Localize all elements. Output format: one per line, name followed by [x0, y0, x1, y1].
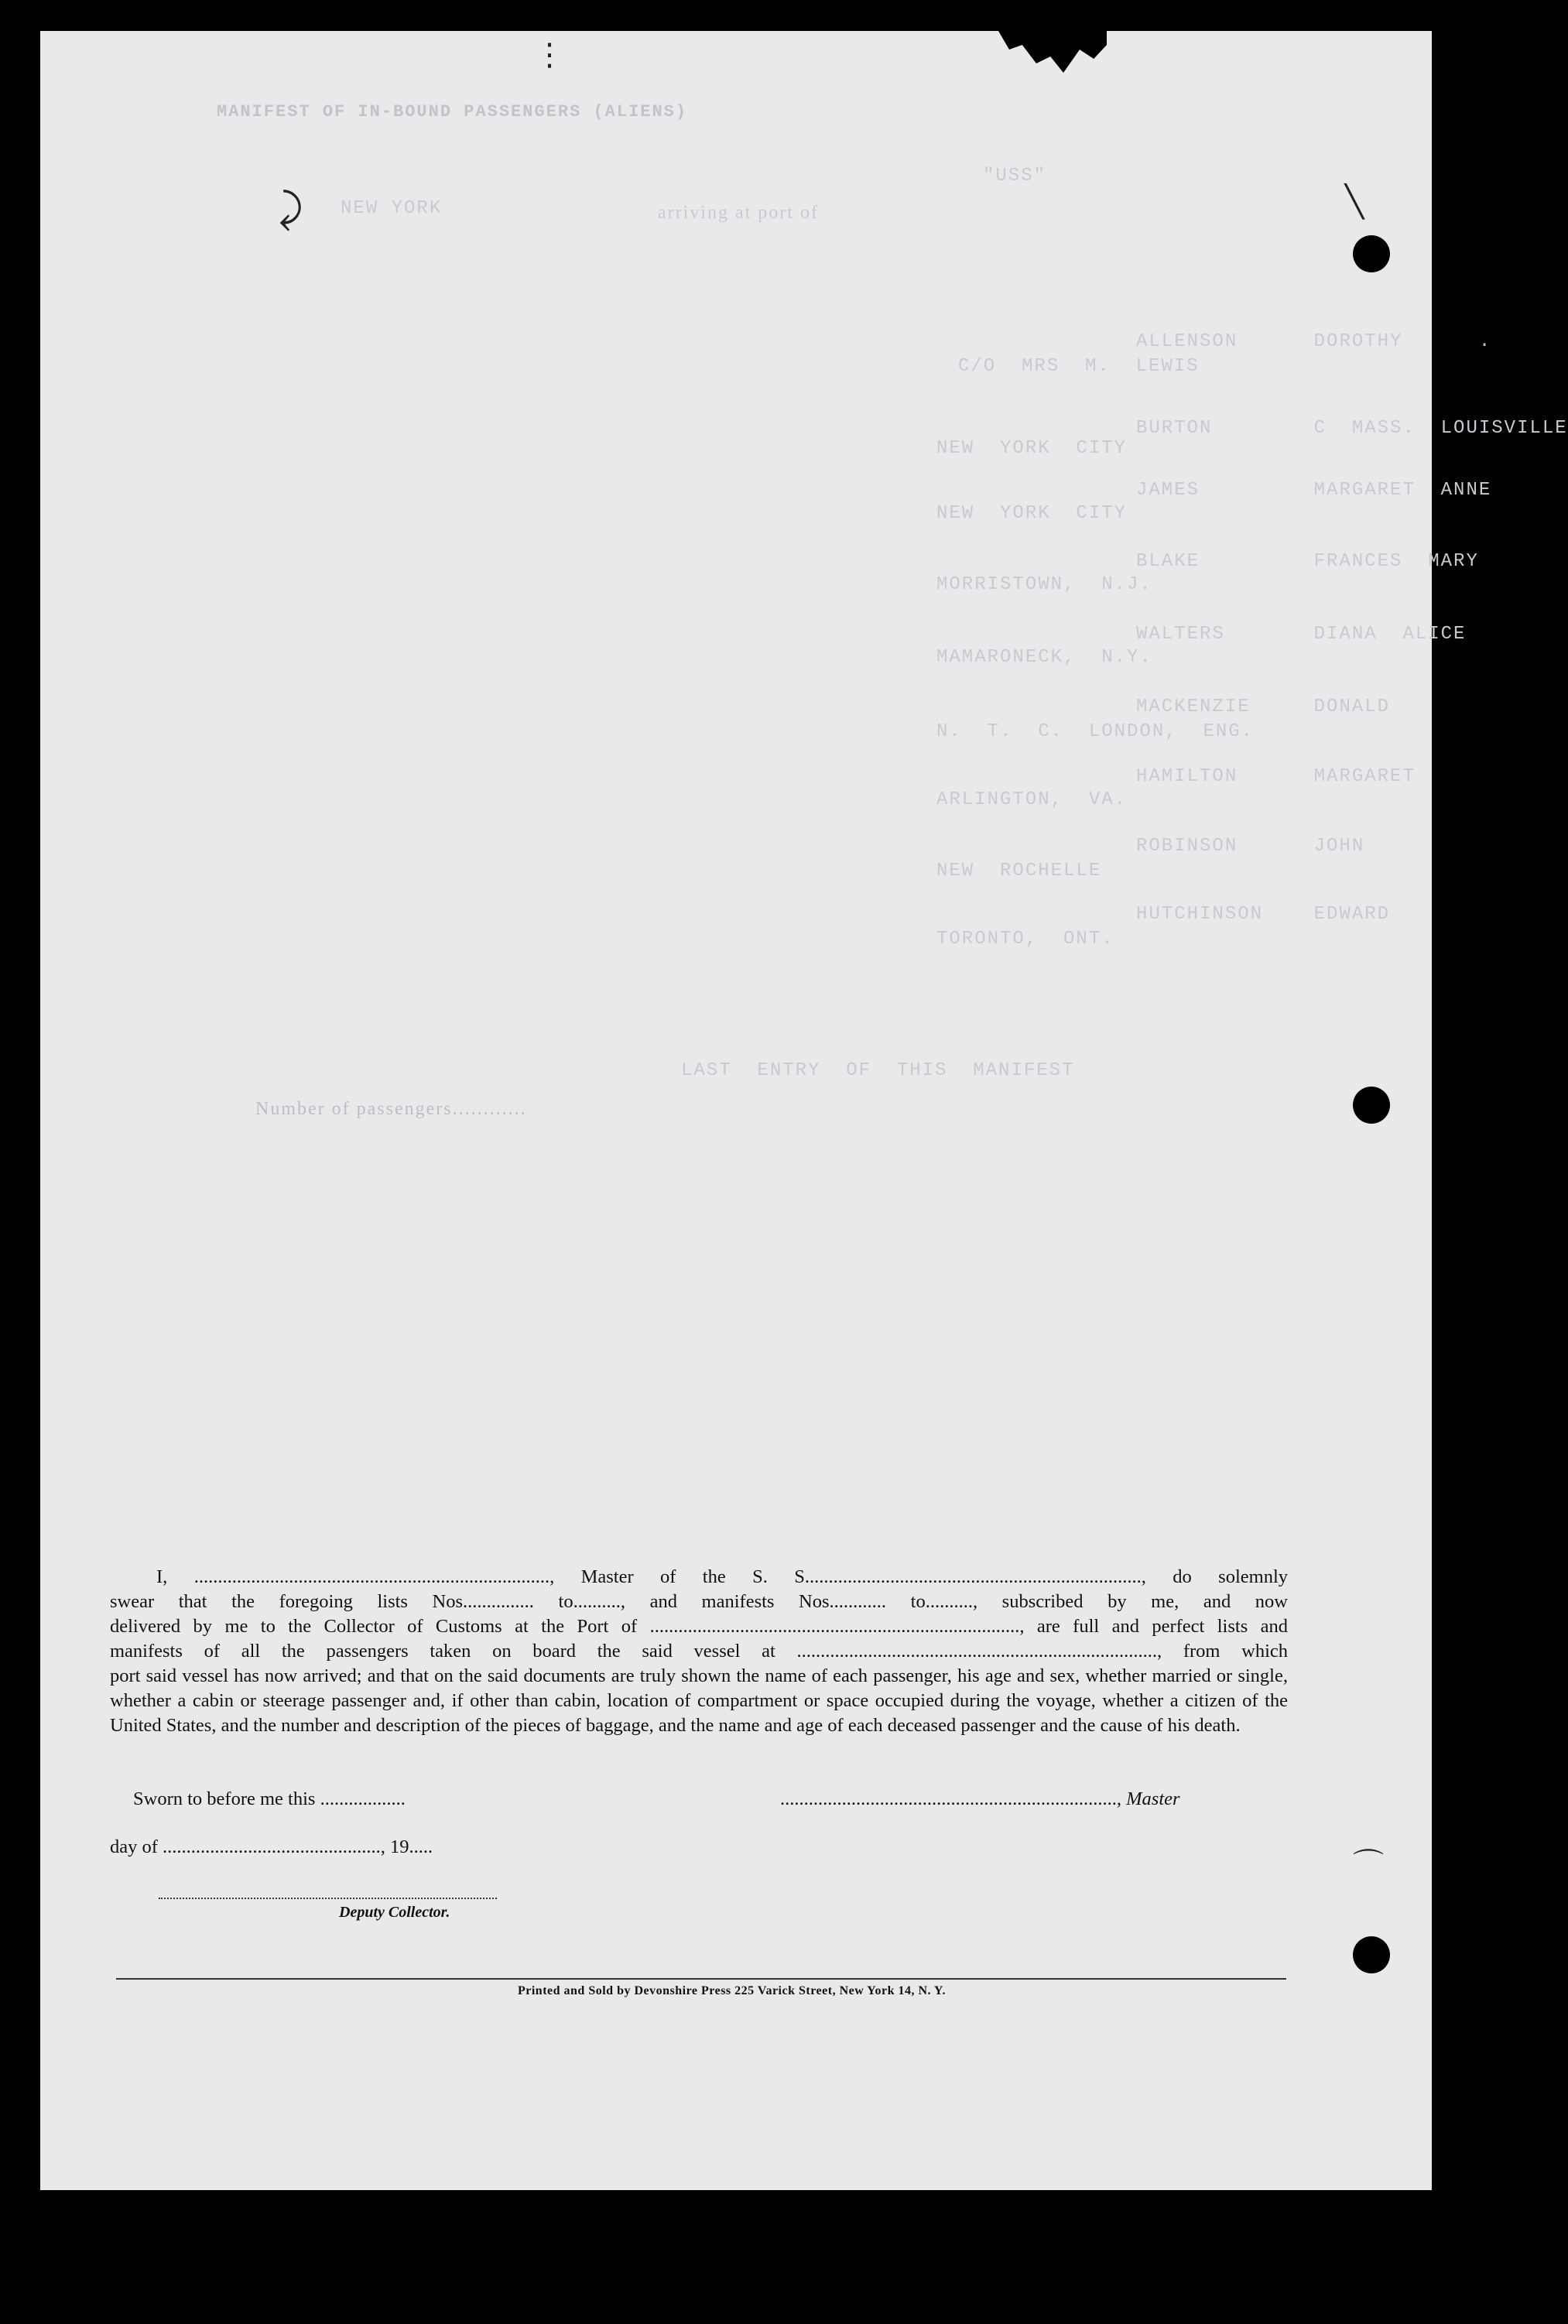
year-blank: ..... [409, 1836, 433, 1857]
punch-hole [1353, 1936, 1390, 1973]
manifests-from-blank: ........... [834, 1591, 887, 1612]
sworn-date-blank: .................. [320, 1788, 406, 1809]
faded-row: JAMES MARGARET ANNE [1136, 480, 1492, 501]
master-signature-row [780, 1788, 1180, 1810]
swear-lists-label: swear that the foregoing lists Nos. [110, 1591, 468, 1612]
punch-hole [1353, 235, 1390, 272]
lists-to-blank: .......... [573, 1591, 621, 1612]
faded-passenger-count: Number of passengers............ [255, 1099, 527, 1119]
punch-hole [1353, 1087, 1390, 1124]
faded-port: NEW YORK [341, 198, 443, 219]
footer-rule [116, 1978, 1286, 1980]
printer-imprint: Printed and Sold by Devonshire Press 225 Varick Street, New York 14, N. Y. [517, 1984, 947, 1997]
year-label: , 19 [380, 1836, 409, 1857]
deputy-signature-line [159, 1898, 497, 1899]
faded-row: MORRISTOWN, N.J. [936, 574, 1152, 595]
to-label: to [558, 1591, 573, 1612]
ink-mark: ╲ [1345, 184, 1364, 220]
faded-row: MAMARONECK, N.Y. [936, 647, 1152, 668]
faded-row: MACKENZIE DONALD [1136, 697, 1391, 717]
vessel-name-blank: ...................................................................... [810, 1566, 1142, 1587]
ink-mark: ⌒ [1353, 1847, 1384, 1883]
manifests-of-label: manifests of all the passengers taken on board the said vessel at [110, 1641, 775, 1662]
full-perfect-label: , are full and perfect lists and [1019, 1616, 1289, 1637]
master-name-blank: ........................................................................... [193, 1566, 550, 1587]
faded-row: BLAKE FRANCES MARY [1136, 551, 1479, 572]
day-of-row [110, 1836, 433, 1858]
faded-row: NEW YORK CITY [936, 503, 1128, 524]
deputy-collector-label: Deputy Collector. [339, 1904, 450, 1921]
sworn-row [133, 1788, 406, 1810]
faded-row: TORONTO, ONT. [936, 929, 1114, 950]
faded-vessel-line: "USS" [983, 166, 1047, 187]
ink-mark: ⋮ [534, 37, 565, 73]
faded-row: WALTERS DIANA ALICE [1136, 624, 1467, 645]
master-signature-blank: ....................................................................... [780, 1788, 1117, 1809]
day-of-label: day of [110, 1836, 158, 1857]
to-label: to [910, 1591, 926, 1612]
faded-arriving-line: arriving at port of [658, 203, 819, 223]
delivered-label: delivered by me to the Collector of Customs at the Port of [110, 1616, 638, 1637]
port-blank: .............................................................................. [649, 1616, 1020, 1637]
faded-row: ALLENSON DOROTHY . [1136, 331, 1492, 352]
master-signature-label: , Master [1116, 1788, 1180, 1809]
faded-row: ARLINGTON, VA. [936, 789, 1128, 810]
departure-port-blank: ............................................................................ [796, 1641, 1157, 1662]
ink-mark: ⤸ [279, 186, 303, 232]
faded-row: HUTCHINSON EDWARD [1136, 904, 1391, 925]
sworn-label: Sworn to before me this [133, 1788, 316, 1809]
faded-row: HAMILTON MARGARET [1136, 766, 1416, 787]
faded-row: ROBINSON JOHN [1136, 836, 1365, 857]
faded-manifest-title: MANIFEST OF IN-BOUND PASSENGERS (ALIENS) [217, 102, 688, 122]
manifests-to-blank: .......... [925, 1591, 973, 1612]
subscribed-label: , subscribed by me, and now [972, 1591, 1289, 1612]
faded-row: NEW ROCHELLE [936, 861, 1102, 881]
master-of-ss-label: , Master of the S. S. [549, 1566, 810, 1587]
oath-body: port said vessel has now arrived; and that on the said documents are truly shown the name of each passenger, his age and sex, whether married or single, whether a cabin or steerage passenger and, if other than cabin, location of compartment or space occupied during the voyage, whether a citizen of the United States, and the number and description of the pieces of baggage, and the name and age of each deceased passenger and the cause of his death. [110, 1665, 1288, 1736]
do-solemnly-label: , do solemnly [1141, 1566, 1288, 1587]
faded-row: C/O MRS M. LEWIS [958, 356, 1200, 377]
faded-row: BURTON C MASS. LOUISVILLE [1136, 418, 1568, 439]
faded-row: NEW YORK CITY [936, 438, 1128, 459]
day-of-blank: .............................................. [163, 1836, 381, 1857]
faded-row: LAST ENTRY OF THIS MANIFEST [681, 1060, 1075, 1081]
manifest-sheet [40, 31, 1432, 2190]
master-oath [110, 1565, 1288, 1738]
oath-intro: I, [156, 1566, 168, 1587]
faded-row: N. T. C. LONDON, ENG. [936, 721, 1255, 742]
manifests-label: , and manifests Nos. [620, 1591, 834, 1612]
lists-from-blank: .............. [467, 1591, 534, 1612]
from-which-label: , from which [1157, 1641, 1289, 1662]
